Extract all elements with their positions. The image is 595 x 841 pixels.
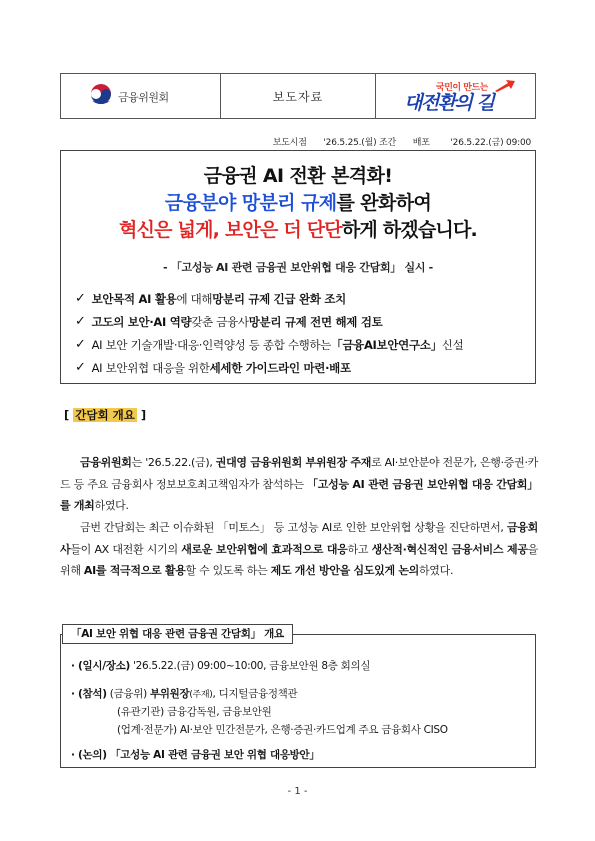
section-bracket-close: ] <box>136 408 147 422</box>
para-text: 제도 개선 방안을 심도있게 논의 <box>270 564 419 578</box>
para-text: 새로운 보안위협에 효과적으로 대응 <box>181 542 348 556</box>
checkmark-icon: ✓ <box>75 337 86 352</box>
overview-value: '26.5.22.(금) 09:00~10:00, 금융보안원 8층 회의실 <box>129 660 371 672</box>
checkmark-icon: ✓ <box>75 291 86 306</box>
overview-label: · (참석) <box>71 688 107 700</box>
overview-attendees-agencies: (유관기관) 금융감독원, 금융보안원 <box>117 706 272 718</box>
key-point <box>75 310 525 333</box>
overview-value: 「고성능 AI 관련 금융권 보안 위협 대응방안」 <box>106 749 320 761</box>
para-text: 들이 AX 대전환 시기의 <box>70 542 182 556</box>
slogan-arrow-icon <box>494 79 516 93</box>
key-point-bold: 고도의 보안·AI 역량 <box>91 314 192 329</box>
section-bracket-open: [ <box>64 408 74 422</box>
header-doctype-cell <box>221 74 376 118</box>
page-number: - 1 - <box>287 786 308 797</box>
para-text: 「고성능 AI 관련 금융권 보안위협 대응 간담회」를 개최 <box>60 477 538 513</box>
overview-value: 부위원장 <box>149 688 190 700</box>
key-point <box>75 333 525 356</box>
slogan-logo <box>386 77 526 117</box>
section-title: 간담회 개요 <box>75 408 135 422</box>
headline-line-3-highlight: 혁신은 넓게, 보안은 더 단단 <box>119 219 342 241</box>
para-text: 는 '26.5.22.(금), <box>131 456 216 469</box>
headline-box <box>60 150 536 384</box>
overview-discussion <box>71 747 320 762</box>
key-point <box>75 287 525 310</box>
headline-line-1: 금융권 AI 전환 본격화! <box>203 165 393 187</box>
para-text: 생산적·혁신적인 금융서비스 제공 <box>371 542 528 556</box>
headline-line-2 <box>61 188 535 215</box>
para-text: 금융위원회 <box>80 456 132 469</box>
para-text: 금번 간담회는 최근 이슈화된 「미토스」 등 고성능 AI로 인한 보안위협 상황을 진단하면서, <box>80 521 508 534</box>
key-point-text: 갖춘 금융사 <box>191 314 249 329</box>
distribution-label: 배포 <box>412 138 430 148</box>
header-slogan-cell <box>376 74 535 118</box>
section-heading <box>64 407 146 423</box>
distribution-value: '26.5.22.(금) 09:00 <box>450 138 531 148</box>
headline-line-3-rest: 하게 하겠습니다. <box>341 219 477 241</box>
key-point-text: AI 보안위협 대응을 위한 <box>91 360 210 375</box>
headline-subtitle: - 「고성능 AI 관련 금융권 보안위협 대응 간담회」 실시 - <box>163 261 433 274</box>
overview-label: · (일시/장소) <box>71 660 130 672</box>
header-org-cell <box>61 74 221 118</box>
para-text: 권대영 금융위원회 부위원장 주재 <box>215 456 372 469</box>
slogan-top-text: 국민이 만드는 <box>436 83 488 93</box>
doc-type-label: 보도자료 <box>272 89 324 104</box>
para-text: 로 AI·보안분야 전문가, 은행·증권·카드 등 주요 금융회사 정보보호최고책임자가 참석하는 <box>60 456 538 491</box>
overview-box <box>60 634 536 768</box>
overview-value: (주재) <box>189 690 213 700</box>
slogan-main-text: 대전환의 길 <box>404 92 494 114</box>
release-meta <box>265 135 531 148</box>
key-point-bold: 「금융AI보안연구소」 <box>331 337 442 352</box>
para-text: 하였다. <box>418 564 454 578</box>
key-point-bold: 세세한 가이드라인 마련·배포 <box>209 360 351 375</box>
key-point-text: 신설 <box>441 337 464 352</box>
key-point-bold: 보안목적 AI 활용 <box>91 291 177 306</box>
checkmark-icon: ✓ <box>75 314 86 329</box>
org-name: 금융위원회 <box>118 91 169 104</box>
para-text: 하고 <box>347 542 372 556</box>
para-text: 을 위해 <box>60 542 538 578</box>
key-point-text: 에 대해 <box>176 291 213 306</box>
release-label: 보도시점 <box>272 138 307 148</box>
para-text: AI를 적극적으로 활용 <box>83 564 186 578</box>
para-text: 금융회사 <box>60 521 538 556</box>
key-points-list <box>75 287 525 379</box>
headline-line-2-rest: 를 완화하여 <box>336 192 432 214</box>
overview-attendees <box>71 686 297 701</box>
overview-attendees-industry: (업계·전문가) AI·보안 민간전문가, 은행·증권·카드업계 주요 금융회사 CISO <box>117 724 448 736</box>
para-text: 할 수 있도록 하는 <box>185 564 271 578</box>
overview-value: , 디지털금융정책관 <box>212 688 298 700</box>
body-paragraph-1 <box>60 452 538 517</box>
key-point-bold: 망분리 규제 전면 해제 검토 <box>248 314 383 329</box>
overview-label: · (논의) <box>71 749 107 761</box>
key-point <box>75 356 525 379</box>
headline-line-3 <box>61 215 535 242</box>
headline-line-2-highlight: 금융분야 망분리 규제 <box>164 192 337 214</box>
overview-datetime <box>71 658 370 673</box>
para-text: 하였다. <box>94 499 129 513</box>
release-value: '26.5.25.(월) 조간 <box>323 138 397 148</box>
overview-title: 「AI 보안 위협 대응 관련 금융권 간담회」 개요 <box>62 624 293 644</box>
fsc-logo-icon <box>88 83 114 109</box>
checkmark-icon: ✓ <box>75 360 86 375</box>
body-paragraph-2 <box>60 517 538 582</box>
overview-value: (금융위) <box>106 688 150 700</box>
key-point-text: AI 보안 기술개발·대응·인력양성 등 종합 수행하는 <box>91 337 332 352</box>
key-point-bold: 망분리 규제 긴급 완화 조치 <box>212 291 346 306</box>
press-header <box>60 73 536 119</box>
